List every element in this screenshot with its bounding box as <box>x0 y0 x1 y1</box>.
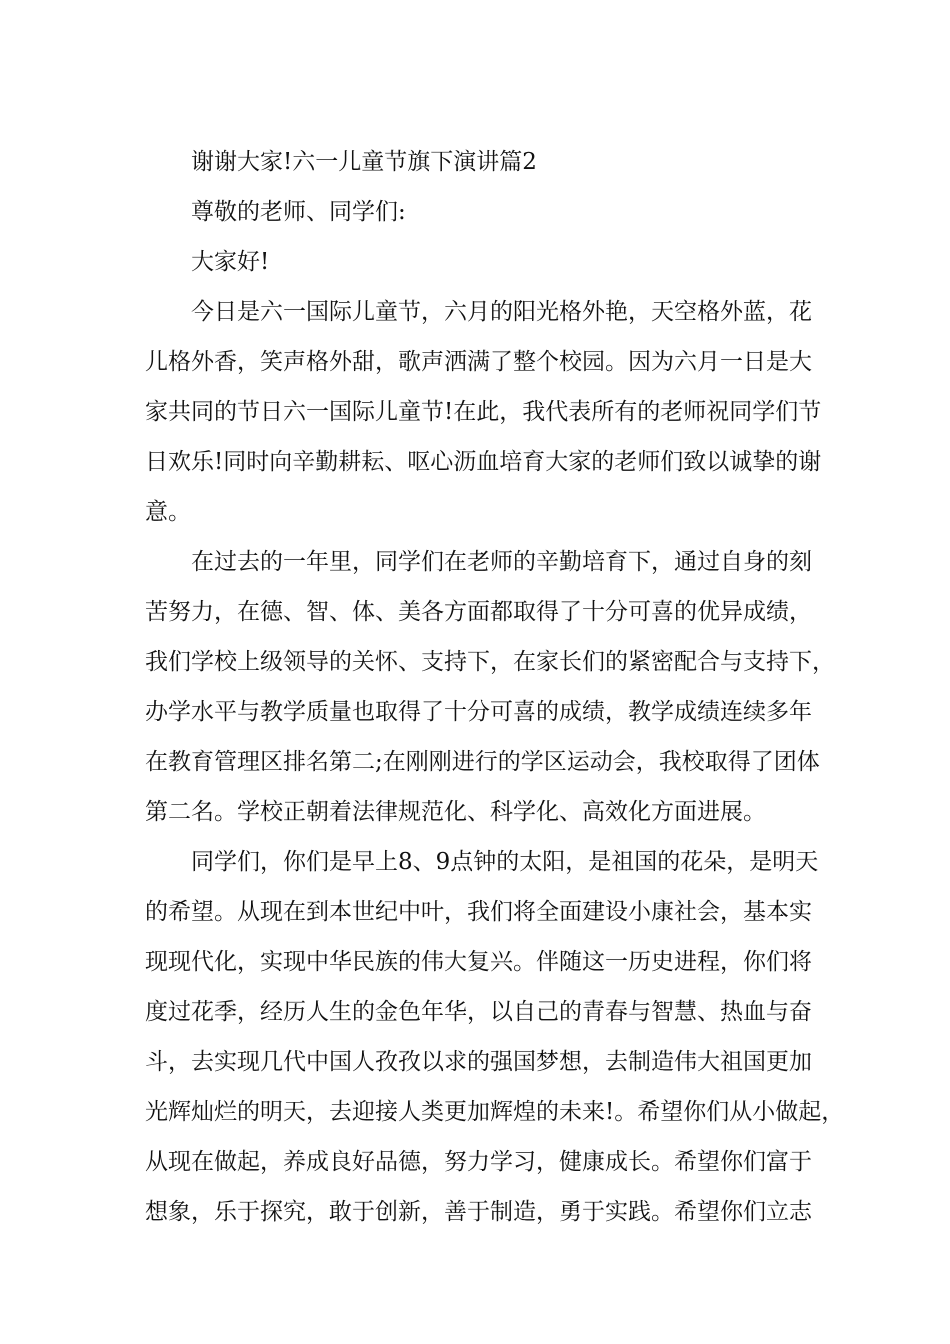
document-body <box>145 137 845 1237</box>
paragraph-2-line: 苦努力，在德、智、体、美各方面都取得了十分可喜的优异成绩， <box>145 599 812 625</box>
greeting: 大家好! <box>191 249 270 275</box>
paragraph-3-line: 斗，去实现几代中国人孜孜以求的强国梦想，去制造伟大祖国更加 <box>145 1049 812 1075</box>
paragraph-3-line: 从现在做起，养成良好品德，努力学习，健康成长。希望你们富于 <box>145 1149 812 1175</box>
paragraph-3-line: 现现代化，实现中华民族的伟大复兴。伴随这一历史进程，你们将 <box>145 949 812 975</box>
paragraph-1-line: 意。 <box>145 499 191 525</box>
section-heading: 谢谢大家!六一儿童节旗下演讲篇2 <box>191 149 537 175</box>
paragraph-1-line: 今日是六一国际儿童节，六月的阳光格外艳，天空格外蓝，花 <box>191 299 812 325</box>
paragraph-1-line: 日欢乐!同时向辛勤耕耘、呕心沥血培育大家的老师们致以诚挚的谢 <box>145 449 822 475</box>
paragraph-3-line: 想象，乐于探究，敢于创新，善于制造，勇于实践。希望你们立志 <box>145 1199 812 1225</box>
paragraph-3-line: 同学们，你们是早上8、9点钟的太阳，是祖国的花朵，是明天 <box>191 849 819 875</box>
salutation: 尊敬的老师、同学们: <box>191 199 406 225</box>
paragraph-3-line: 光辉灿烂的明天，去迎接人类更加辉煌的未来!。希望你们从小做起， <box>145 1099 845 1125</box>
paragraph-2-line: 第二名。学校正朝着法律规范化、科学化、高效化方面进展。 <box>145 799 766 825</box>
paragraph-2-line: 我们学校上级领导的关怀、支持下，在家长们的紧密配合与支持下， <box>145 649 835 675</box>
paragraph-3-line: 的希望。从现在到本世纪中叶，我们将全面建设小康社会，基本实 <box>145 899 812 925</box>
paragraph-1-line: 儿格外香，笑声格外甜，歌声洒满了整个校园。因为六月一日是大 <box>145 349 812 375</box>
paragraph-2-line: 在过去的一年里，同学们在老师的辛勤培育下，通过自身的刻 <box>191 549 812 575</box>
paragraph-2-line: 办学水平与教学质量也取得了十分可喜的成绩，教学成绩连续多年 <box>145 699 812 725</box>
paragraph-1-line: 家共同的节日六一国际儿童节!在此，我代表所有的老师祝同学们节 <box>145 399 822 425</box>
paragraph-3-line: 度过花季，经历人生的金色年华，以自己的青春与智慧、热血与奋 <box>145 999 812 1025</box>
paragraph-2-line: 在教育管理区排名第二;在刚刚进行的学区运动会，我校取得了团体 <box>145 749 820 775</box>
